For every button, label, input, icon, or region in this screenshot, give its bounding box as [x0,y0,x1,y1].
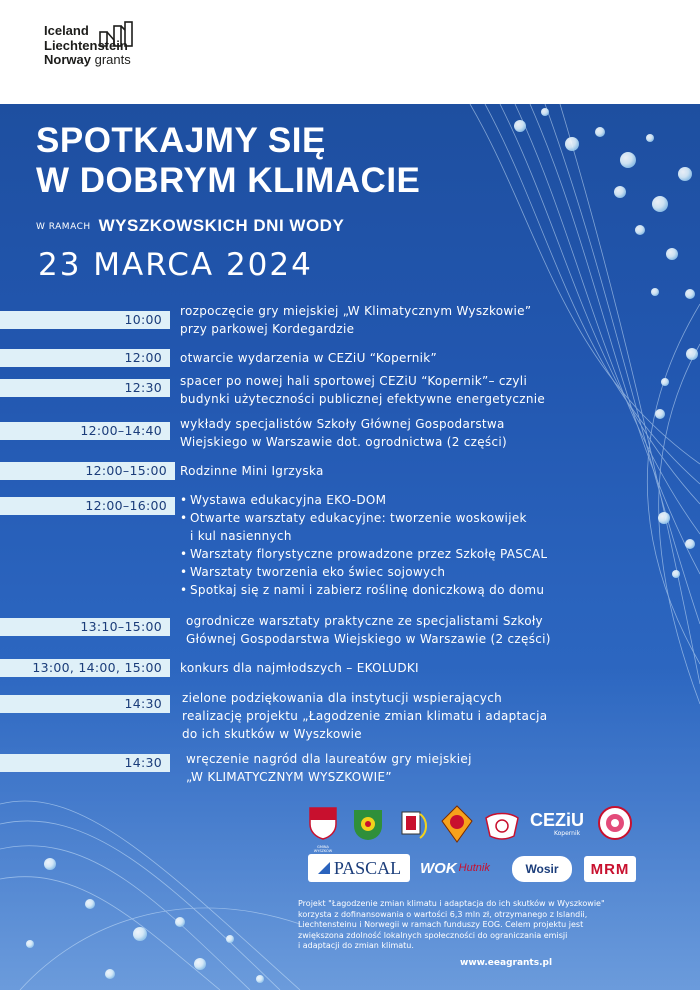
gmina-crest-icon [308,806,338,840]
school-logo [398,808,430,842]
footnote-line: i adaptacji do zmian klimatu. [298,941,414,950]
website-link[interactable]: www.eeagrants.pl [460,958,553,968]
project-footnote [298,899,668,952]
volleyball-club-logo [484,810,520,840]
subtitle-prefix: W RAMACH [36,222,91,232]
schedule-line: rozpoczęcie gry miejskiej „W Klimatycznym Wyszkowie” [180,304,532,318]
pascal-triangle-icon [317,861,331,875]
hutnik-label: Hutnik [458,862,490,874]
brand-line-norway: Norway [44,52,91,67]
schedule-time: 14:30 [0,754,170,772]
partner-logos [0,796,700,990]
schedule-time: 12:00–16:00 [0,497,175,515]
round-club-logo [598,806,632,840]
gmina-wyszkow-logo [308,806,338,853]
bullet-item: • Wystawa edukacyjna EKO-DOM [180,493,387,507]
mrm-logo [584,856,636,882]
club-emblem-icon [600,808,630,838]
schedule-line: przy parkowej Kordegardzie [180,322,355,336]
footnote-line: zwiększona zdolność lokalnych społeczności do ograniczania emisji [298,930,568,940]
school-emblem-icon [398,808,430,842]
grants-logo-icon [98,20,136,50]
schedule-time: 13:10–15:00 [0,618,170,636]
bullet-text: Warsztaty florystyczne prowadzone przez Szkołę PASCAL [190,547,548,561]
schedule-time: 12:00 [0,349,170,367]
schedule-description [180,372,545,408]
pascal-label: PASCAL [333,857,402,878]
schedule-description [186,612,551,648]
volleyball-icon [484,810,520,840]
schedule-line: zielone podziękowania dla instytucji wspierających [182,691,503,705]
bullet-text: Spotkaj się z nami i zabierz roślinę doniczkową do domu [190,583,545,597]
bullet-text: Otwarte warsztaty edukacyjne: tworzenie woskowijek [190,511,527,525]
schedule-line: spacer po nowej hali sportowej CEZiU “Kopernik”– czyli [180,374,528,388]
schedule-line: realizację projektu „Łagodzenie zmian klimatu i adaptacja [182,709,548,723]
ceziu-logo [530,810,586,842]
bullet-item: • Spotkaj się z nami i zabierz roślinę doniczkową do domu [180,583,545,597]
schedule-line: otwarcie wydarzenia w CEZiU “Kopernik” [180,351,438,365]
schedule-description [182,689,547,743]
ceziu-label: CEZiU [530,810,584,830]
schedule-description [180,349,437,367]
bullet-item: • Warsztaty florystyczne prowadzone przez Szkołę PASCAL [180,547,548,561]
bullet-text: i kul nasiennych [190,529,292,543]
pascal-logo [308,854,410,882]
gmina-label: GMINA WYSZKÓW [313,845,333,853]
footnote-line: Projekt "Łagodzenie zmian klimatu i adaptacja do ich skutków w Wyszkowie" [298,899,605,908]
schedule-line: ogrodnicze warsztaty praktyczne ze specjalistami Szkoły [186,614,543,628]
schedule-time: 10:00 [0,311,170,329]
schedule-line: wykłady specjalistów Szkoły Głównej Gospodarstwa [180,417,505,431]
fire-emblem-icon [440,804,474,844]
schedule-time: 12:00–14:40 [0,422,170,440]
schedule-line: Rodzinne Mini Igrzyska [180,464,324,478]
event-date: 23 MARCA 2024 [38,247,313,283]
schedule-description [180,415,507,451]
bullet-item-continued [180,527,547,545]
schedule-description [180,302,531,338]
schedule-line: Głównej Gospodarstwa Wiejskiego w Warszawie (2 części) [186,632,551,646]
page-title [36,121,420,201]
schedule-description [186,750,472,786]
schedule-line: konkurs dla najmłodszych – EKOLUDKI [180,661,419,675]
brand-line-grants: grants [94,52,131,67]
wosir-label: Wosir [525,862,559,876]
fire-brigade-logo [440,804,474,844]
title-line-1: SPOTKAJMY SIĘ [36,121,326,160]
bullet-item: • Warsztaty tworzenia eko świec sojowych [180,565,446,579]
header [0,0,700,104]
brand-line-iceland: Iceland [44,23,89,38]
crest-icon [354,810,382,840]
wok-label: WOK [420,859,457,877]
schedule-time: 12:00–15:00 [0,462,175,480]
mrm-label: MRM [590,860,630,878]
event-name: WYSZKOWSKICH DNI WODY [98,216,345,235]
footnote-line: korzysta z dofinansowania o wartości 6,3 mln zł, otrzymanego z Islandii, [298,909,588,919]
schedule-line: „W KLIMATYCZNYM WYSZKOWIE” [186,770,392,784]
bullet-item: • Otwarte warsztaty edukacyjne: tworzenie woskowijek [180,511,527,525]
schedule-line: wręczenie nagród dla laureatów gry miejskiej [186,752,472,766]
poster [0,104,700,990]
schedule-description [180,659,419,677]
schedule-time: 13:00, 14:00, 15:00 [0,659,170,677]
bullet-text: Wystawa edukacyjna EKO-DOM [190,493,387,507]
schedule-description [180,462,324,480]
footnote-line: Liechtensteinu i Norwegii w ramach funduszy EOG. Celem projektu jest [298,920,584,929]
schedule-line: budynki użyteczności publicznej efektywne energetycznie [180,392,546,406]
schedule-line: do ich skutków w Wyszkowie [182,727,362,741]
wosir-logo [512,856,572,882]
schedule-line: Wiejskiego w Warszawie dot. ogrodnictwa (2 części) [180,435,507,449]
wok-hutnik-logo [420,856,500,880]
schedule-time: 12:30 [0,379,170,397]
brand-line-liechtenstein: Liechtenstein [44,37,128,53]
title-line-2: W DOBRYM KLIMACIE [36,161,421,200]
subtitle [36,216,344,236]
ceziu-sublabel: Kopernik [554,830,581,837]
bullet-text: Warsztaty tworzenia eko świec sojowych [190,565,446,579]
schedule-bullets [180,491,547,599]
schedule-time: 14:30 [0,695,170,713]
county-crest-logo [354,810,382,840]
